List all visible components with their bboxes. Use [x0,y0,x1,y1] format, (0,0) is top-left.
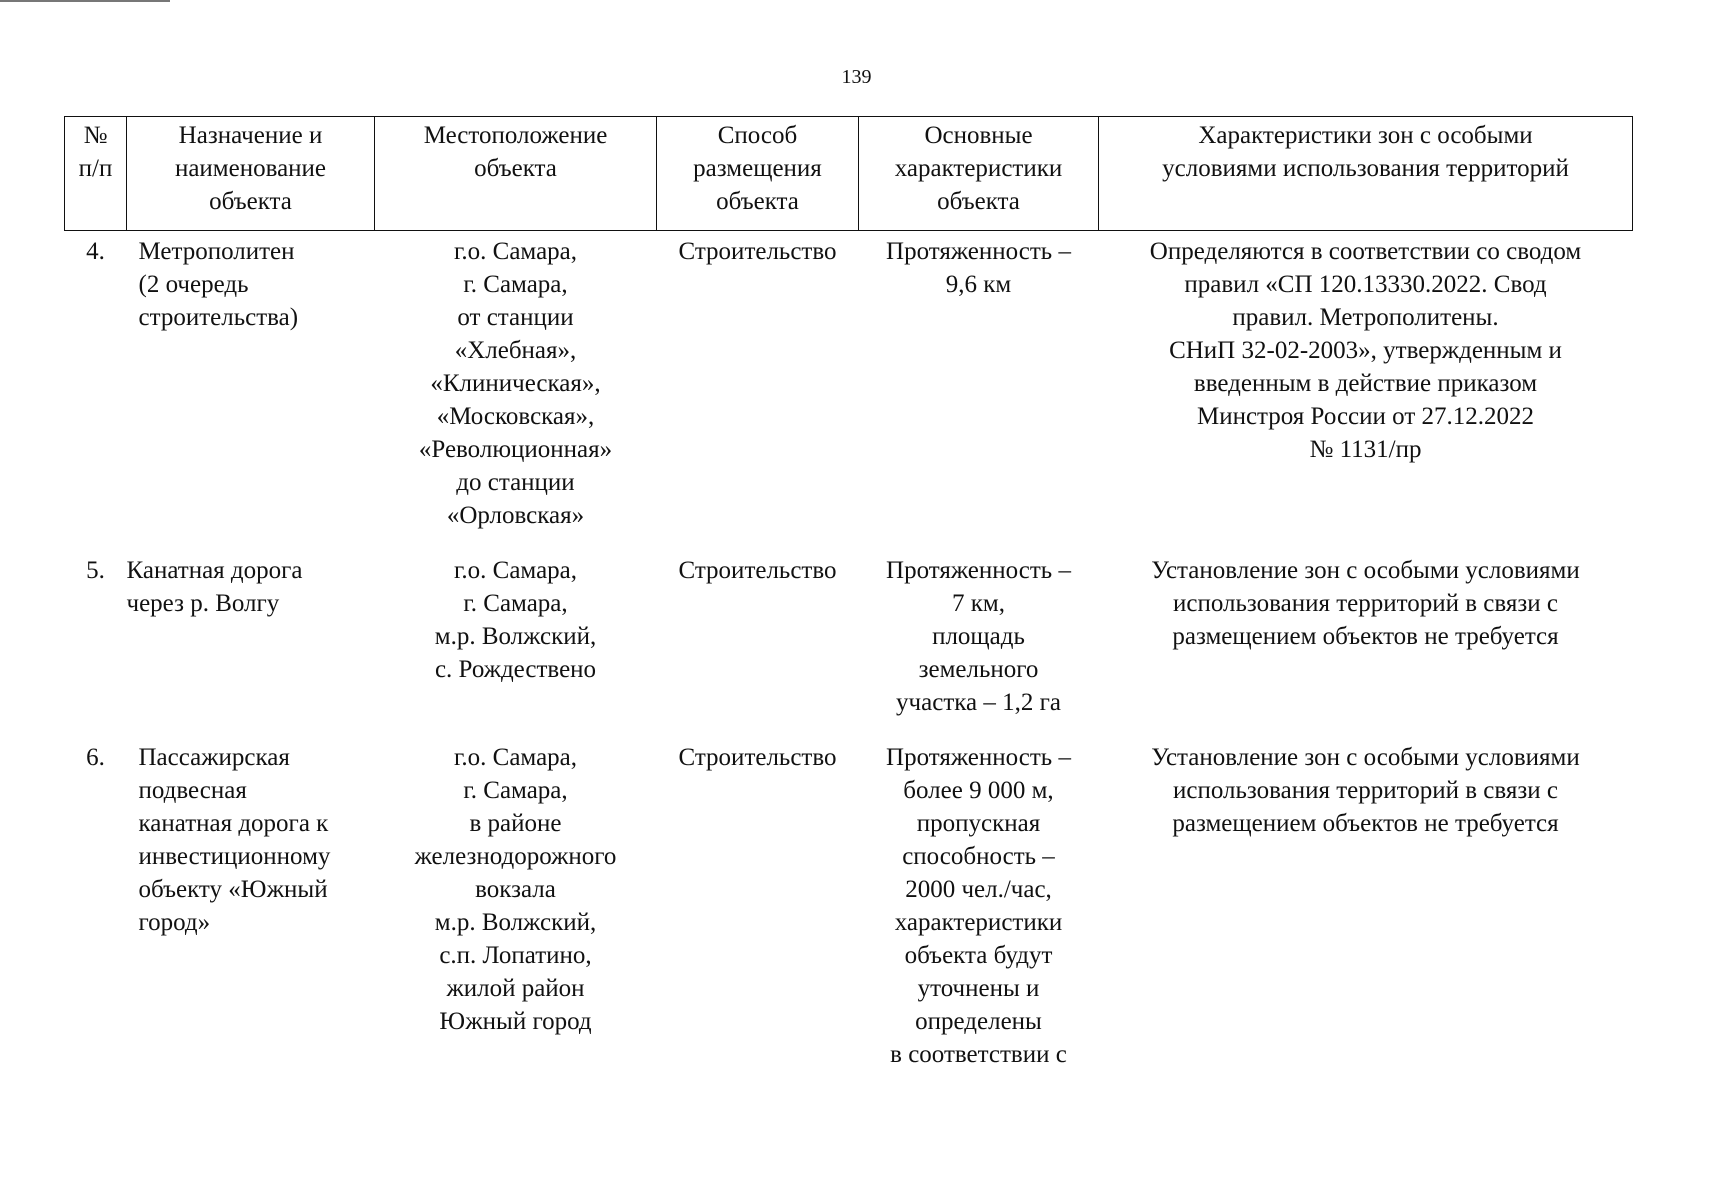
cell-line: Строительство [678,744,837,771]
table-row [65,554,1633,741]
cell-line: от станции [457,304,574,331]
cell-line: Пассажирская [138,744,290,771]
header-zones [1099,117,1633,231]
table-row [65,741,1633,1093]
cell-line: Установление зон с особыми условиями [1151,744,1580,771]
object-characteristics [859,554,1099,741]
header-method [657,117,859,231]
cell-line: железнодорожного [414,843,617,870]
cell-line: с.п. Лопатино, [439,942,592,969]
cell-line: 9,6 км [945,271,1012,298]
cell-line: Определяются в соответствии со сводом [1149,238,1582,265]
table-header [65,117,1633,231]
zone-characteristics [1099,554,1633,741]
cell-line: г.о. Самара, [453,238,578,265]
cell-line: участка – 1,2 га [896,689,1061,716]
row-number: 5. [86,557,105,584]
table-row [65,231,1633,555]
cell-line: СНиП 32-02-2003», утвержденным и [1169,337,1562,364]
zone-characteristics [1099,741,1633,1093]
cell-line: м.р. Волжский, [434,623,597,650]
cell-line: объекта [716,188,799,215]
object-name [127,231,375,555]
page-number: 139 [841,66,872,88]
cell-line: «Московская», [436,403,595,430]
cell-line: объекту «Южный [138,876,328,903]
cell-line: размещением объектов не требуется [1172,810,1559,837]
cell-line: вокзала [475,876,556,903]
cell-line: м.р. Волжский, [434,909,597,936]
cell-line: Характеристики зон с особыми [1198,122,1533,149]
cell-line: условиями использования территорий [1162,155,1569,182]
cell-line: г. Самара, [463,777,568,804]
cell-line: объекта [937,188,1020,215]
header-location [375,117,657,231]
row-number: 4. [86,238,105,265]
cell-line: «Революционная» [418,436,613,463]
cell-line: Метрополитен [138,238,295,265]
object-location [375,554,657,741]
cell-line: размещения [693,155,822,182]
cell-line: объекта будут [904,942,1053,969]
cell-line: Протяженность – [886,557,1071,584]
cell-line: до станции [456,469,575,496]
cell-line: правил. Метрополитены. [1232,304,1499,331]
cell-line: объекта [209,188,292,215]
header-row [65,117,1633,231]
table-body [65,231,1633,1094]
cell-line: с. Рождествено [434,656,597,683]
cell-line: наименование [174,155,327,182]
cell-line: строительства) [138,304,299,331]
zone-characteristics [1099,231,1633,555]
cell-line: пропускная [916,810,1041,837]
cell-line: подвесная [138,777,247,804]
cell-line: Местоположение [423,122,608,149]
cell-line: Строительство [678,238,837,265]
cell-line: жилой район [446,975,585,1002]
scan-edge-line [0,0,170,2]
cell-line: «Орловская» [446,502,585,529]
object-name [127,554,375,741]
object-name [127,741,375,1093]
cell-line: площадь [932,623,1025,650]
objects-table [64,116,1633,1093]
cell-line: Минстроя России от 27.12.2022 [1196,403,1535,430]
cell-line: правил «СП 120.13330.2022. Свод [1184,271,1547,298]
cell-line: через р. Волгу [126,590,280,617]
object-characteristics [859,231,1099,555]
cell-line: город» [138,909,211,936]
cell-line: использования территорий в связи с [1173,777,1558,804]
object-location [375,231,657,555]
cell-line: г. Самара, [463,590,568,617]
cell-line: 7 км, [952,590,1005,617]
cell-line: № [83,122,108,149]
cell-line: (2 очередь [138,271,249,298]
cell-line: г. Самара, [463,271,568,298]
header-name [127,117,375,231]
placement-method [657,231,859,555]
placement-method [657,741,859,1093]
cell-line: в районе [469,810,562,837]
cell-line: объекта [474,155,557,182]
cell-line: Протяженность – [886,744,1071,771]
cell-line: характеристики [894,155,1063,182]
cell-line: размещением объектов не требуется [1172,623,1559,650]
cell-line: Южный город [439,1008,592,1035]
row-number: 6. [86,744,105,771]
cell-line: 2000 чел./час, [905,876,1052,903]
header-characteristics [859,117,1099,231]
cell-line: определены [915,1008,1042,1035]
cell-line: г.о. Самара, [453,744,578,771]
cell-line: Протяженность – [886,238,1071,265]
cell-line: Установление зон с особыми условиями [1151,557,1580,584]
cell-line: канатная дорога к [138,810,329,837]
cell-line: Назначение и [178,122,323,149]
cell-line: № 1131/пр [1309,436,1422,463]
cell-line: уточнены и [917,975,1040,1002]
cell-line: п/п [78,155,113,182]
object-location [375,741,657,1093]
header-number [65,117,127,231]
cell-line: более 9 000 м, [903,777,1054,804]
cell-line: Способ [717,122,798,149]
cell-line: использования территорий в связи с [1173,590,1558,617]
cell-line: Основные [924,122,1033,149]
cell-line: инвестиционному [138,843,331,870]
cell-line: способность – [902,843,1055,870]
object-characteristics [859,741,1099,1093]
cell-line: Строительство [678,557,837,584]
cell-line: «Хлебная», [454,337,577,364]
cell-line: земельного [918,656,1039,683]
cell-line: г.о. Самара, [453,557,578,584]
cell-line: «Клиническая», [430,370,601,397]
cell-line: введенным в действие приказом [1193,370,1538,397]
placement-method [657,554,859,741]
cell-line: Канатная дорога [126,557,303,584]
cell-line: характеристики [894,909,1063,936]
cell-line: в соответствии с [890,1041,1067,1068]
